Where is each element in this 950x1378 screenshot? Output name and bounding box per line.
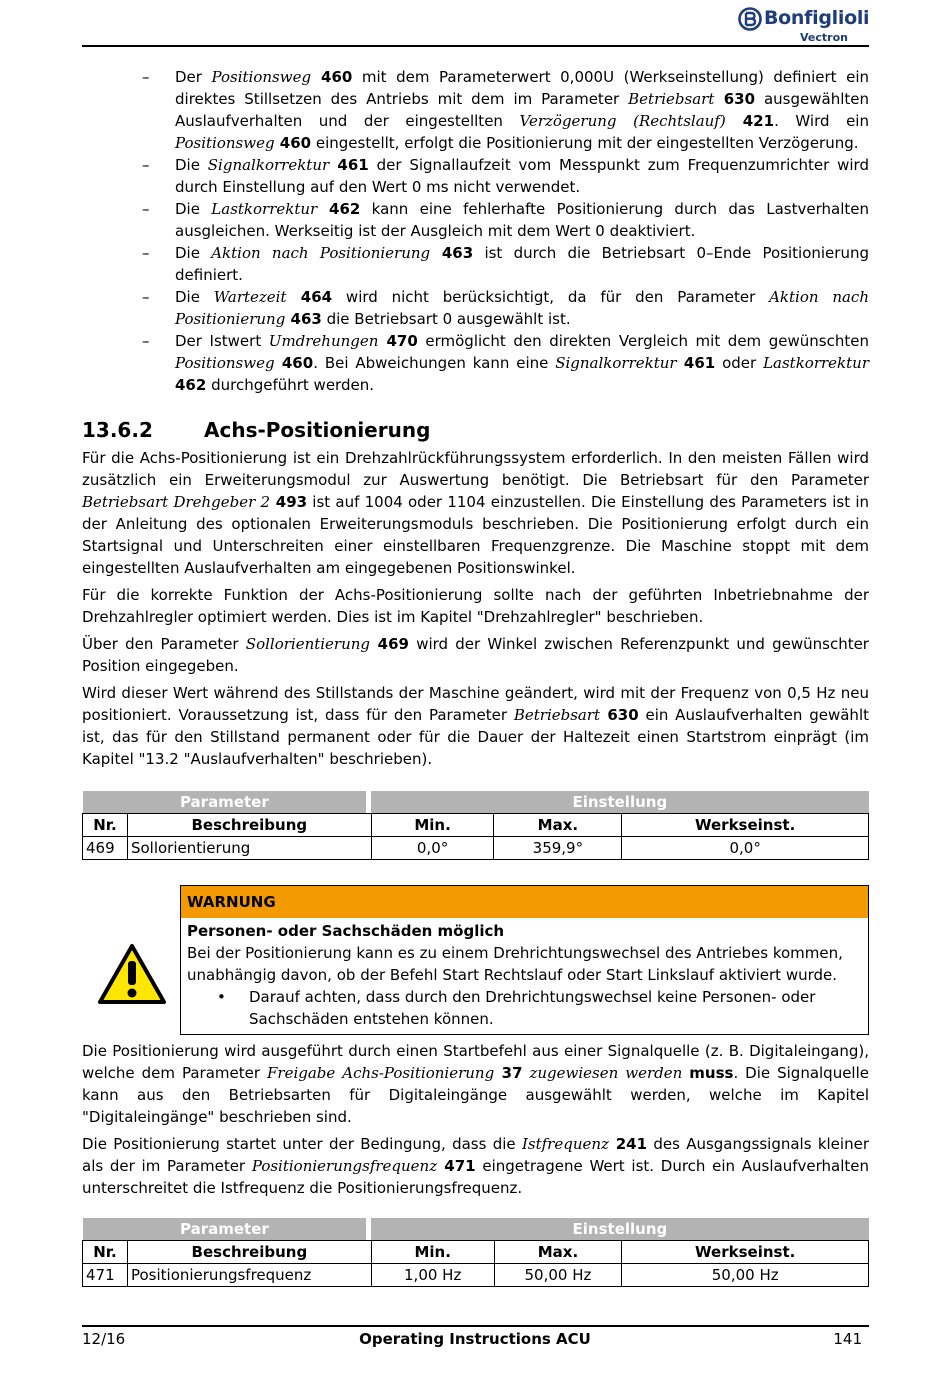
text-run: die Betriebsart 0 ausgewählt ist.: [321, 310, 571, 328]
section-heading: [82, 417, 869, 443]
parameter-name: Aktion nach Positionierung: [211, 244, 431, 262]
parameter-name: Positionierungsfrequenz: [251, 1157, 438, 1175]
header-parameter: Parameter: [83, 791, 367, 814]
col-beschreibung: Beschreibung: [127, 814, 371, 837]
list-item: – Die Aktion nach Positionierung 463 ist durch die Betriebsart 0–Ende Positionierung definiert.: [142, 244, 869, 284]
parameter-name: Betriebsart: [628, 90, 715, 108]
parameter-number: 463: [285, 310, 322, 328]
col-nr: Nr.: [83, 1241, 128, 1264]
parameter-number: 461: [329, 156, 369, 174]
cell-min: 0,0°: [371, 837, 494, 860]
text-run: Wird dieser Wert während des Stillstands der Maschine geändert, wird mit der Frequenz von 0,5 Hz neu positioniert. Voraussetzung ist, dass für den Parameter: [82, 684, 869, 724]
parameter-number: 460: [274, 354, 314, 372]
parameter-name: Betriebsart: [513, 706, 601, 724]
parameter-name: Positionsweg: [175, 134, 275, 152]
text-run: ermöglicht den direkten Vergleich mit dem gewünschten: [417, 332, 869, 350]
paragraph: [82, 682, 869, 770]
text-run: Für die Achs-Positionierung ist ein Drehzahlrückführungssystem erforderlich. In den meisten Fällen wird zusätzlich ein Erweiterungsmodul zur Auswertung benötigt. Die Betriebsart für den Parameter: [82, 449, 869, 489]
paragraph: [82, 584, 869, 628]
text-run: Die: [175, 156, 208, 174]
text-run: ist durch die Betriebsart 0–Ende Positionierung definiert.: [175, 244, 869, 284]
list-item: – Die Signalkorrektur 461 der Signallaufzeit vom Messpunkt zum Frequenzumrichter wird durch Einstellung auf den Wert 0 ms nicht verwendet.: [142, 156, 869, 196]
parameter-name: Signalkorrektur: [207, 156, 330, 174]
list-item: – Der Positionsweg 460 mit dem Parameterwert 0,000U (Werkseinstellung) definiert ein direktes Stillsetzen des Antriebs mit dem im Parameter Betriebsart 630 ausgewählten Auslaufverhalten und der eingestellten Verzögerung (Rechtslauf) 421. Wird ein Positionsweg 460 eingestellt, erfolgt die Positionierung mit der eingestellten Verzögerung.: [142, 68, 869, 152]
warning-body: [181, 918, 868, 1034]
parameter-number: 464: [286, 288, 333, 306]
cell-name: Positionierungsfrequenz: [127, 1264, 371, 1287]
parameter-name: Istfrequenz: [521, 1135, 609, 1153]
col-werkseinst: Werkseinst.: [622, 814, 869, 837]
list-item: – Die Lastkorrektur 462 kann eine fehlerhafte Positionierung durch das Lastverhalten ausgleichen. Werkseitig ist der Ausgleich mit dem Wert 0 deaktiviert.: [142, 200, 869, 240]
parameter-name: Freigabe Achs-Positionierung: [266, 1064, 495, 1082]
warning-label: WARNUNG: [181, 886, 868, 918]
text-run: des Ausgangssignals kleiner als der im Parameter: [82, 1135, 869, 1175]
warning-triangle-icon: [97, 943, 167, 1005]
parameter-number: muss: [689, 1064, 734, 1082]
text-run: Die: [175, 244, 212, 262]
cell-min: 1,00 Hz: [371, 1264, 494, 1287]
text-run: eingetragene Wert ist. Durch ein Auslaufverhalten unterschreitet die Istfrequenz die Positionierungsfrequenz.: [82, 1157, 869, 1197]
paragraph: [82, 633, 869, 677]
warning-box: [180, 885, 869, 1035]
page-number: 141: [833, 1330, 862, 1348]
text-run: Für die korrekte Funktion der Achs-Positionierung sollte nach der geführten Inbetriebnahme der Drehzahlregler optimiert werden. Dies ist im Kapitel "Drehzahlregler" beschrieben.: [82, 586, 869, 626]
col-max: Max.: [494, 814, 622, 837]
header-rule: [82, 45, 869, 47]
parameter-name: Betriebsart Drehgeber 2: [82, 493, 271, 511]
parameter-name: Positionsweg: [211, 68, 312, 86]
col-max: Max.: [494, 1241, 622, 1264]
brand-subtitle: Vectron: [800, 31, 848, 44]
text-run: Der Istwert: [175, 332, 269, 350]
text-run: ist auf 1004 oder 1104 einzustellen. Die Einstellung des Parameters ist in der Anleitung des optionalen Erweiterungsmoduls beschrieben. Die Positionierung erfolgt durch ein Startsignal und Unterschreiten einer einstellbaren Frequenzgrenze. Die Maschine stoppt mit dem eingestellten Auslaufverhalten am eingegebenen Positionswinkel.: [82, 493, 869, 577]
parameter-number: 463: [430, 244, 474, 262]
paragraphs-2: [82, 1040, 869, 1199]
table-row: [83, 1264, 869, 1287]
cell-max: 50,00 Hz: [494, 1264, 622, 1287]
table-row: [83, 837, 869, 860]
parameter-number: 462: [317, 200, 361, 218]
text-run: . Wird ein: [774, 112, 869, 130]
brand-name: Bonfiglioli: [764, 7, 870, 29]
col-werkseinst: Werkseinst.: [622, 1241, 869, 1264]
warning-bullet: • Darauf achten, dass durch den Drehrichtungswechsel keine Personen- oder Sachschäden entstehen können.: [217, 988, 816, 1028]
paragraph: [82, 1040, 869, 1128]
text-run: Die Positionierung wird ausgeführt durch einen Startbefehl aus einer Signalquelle (z. B. Digitaleingang), welche dem Parameter: [82, 1042, 869, 1082]
text-run: der Signallaufzeit vom Messpunkt zum Frequenzumrichter wird durch Einstellung auf den Wert 0 ms nicht verwendet.: [175, 156, 869, 196]
section-title: Achs-Positionierung: [204, 418, 431, 442]
parameter-name: Sollorientierung: [245, 635, 371, 653]
text-run: . Die Signalquelle kann aus den Betriebsarten für Digitaleingänge ausgewählt werden, welche im Kapitel "Digitaleingänge" beschrieben sind.: [82, 1064, 870, 1126]
content: [82, 66, 869, 1287]
col-nr: Nr.: [83, 814, 128, 837]
warning-title: Personen- oder Sachschäden möglich: [187, 922, 505, 940]
parameter-name: zugewiesen werden: [522, 1064, 690, 1082]
text-run: Die Positionierung startet unter der Bedingung, dass die: [82, 1135, 522, 1153]
section-number: 13.6.2: [82, 418, 153, 442]
parameter-number: 460: [274, 134, 312, 152]
parameter-name: Positionsweg: [175, 354, 275, 372]
parameter-name: Signalkorrektur: [555, 354, 677, 372]
text-run: Die: [175, 200, 212, 218]
list-item: – Die Wartezeit 464 wird nicht berücksichtigt, da für den Parameter Aktion nach Positionierung 463 die Betriebsart 0 ausgewählt ist.: [142, 288, 869, 328]
paragraph: [82, 447, 869, 579]
footer-date: 12/16: [82, 1330, 126, 1348]
parameter-number: 241: [608, 1135, 648, 1153]
parameter-name: Lastkorrektur: [211, 200, 318, 218]
list-item: – Der Istwert Umdrehungen 470 ermöglicht den direkten Vergleich mit dem gewünschten Positionsweg 460. Bei Abweichungen kann eine Signalkorrektur 461 oder Lastkorrektur 462 durchgeführt werden.: [142, 332, 869, 394]
parameter-number: 462: [175, 376, 207, 394]
footer-title: Operating Instructions ACU: [359, 1330, 591, 1348]
parameter-number: 630: [714, 90, 756, 108]
parameter-number: 469: [370, 635, 409, 653]
parameter-table-471: [82, 1218, 869, 1287]
header-parameter: Parameter: [83, 1218, 367, 1241]
paragraph: [82, 1133, 869, 1199]
bonfiglioli-logo-icon: [738, 7, 762, 31]
cell-nr: 469: [83, 837, 128, 860]
parameter-number: 630: [600, 706, 639, 724]
parameter-number: 470: [378, 332, 418, 350]
parameter-number: 461: [676, 354, 716, 372]
parameter-name: Verzögerung (Rechtslauf): [519, 112, 726, 130]
text-run: eingestellt, erfolgt die Positionierung mit der eingestellten Verzögerung.: [311, 134, 859, 152]
text-run: wird der Winkel zwischen Referenzpunkt und gewünschter Position eingegeben.: [82, 635, 869, 675]
parameter-number: 460: [311, 68, 353, 86]
cell-nr: 471: [83, 1264, 128, 1287]
text-run: ausgewählten Auslaufverhalten und der eingestellten: [175, 90, 869, 130]
cell-default: 0,0°: [622, 837, 869, 860]
warning-block: [82, 885, 869, 1032]
header-einstellung: Einstellung: [371, 1218, 868, 1241]
cell-name: Sollorientierung: [127, 837, 371, 860]
text-run: Die: [175, 288, 214, 306]
parameter-number: 493: [270, 493, 308, 511]
parameter-table-469: [82, 791, 869, 860]
parameter-name: Umdrehungen: [268, 332, 379, 350]
text-run: oder: [715, 354, 764, 372]
text-run: Der: [175, 68, 212, 86]
text-run: . Bei Abweichungen kann eine: [313, 354, 556, 372]
col-min: Min.: [371, 1241, 494, 1264]
bonfiglioli-logo: [738, 6, 870, 46]
bullet-list: [82, 66, 869, 396]
parameter-name: Aktion nach Positionierung: [175, 288, 869, 328]
text-run: kann eine fehlerhafte Positionierung durch das Lastverhalten ausgleichen. Werkseitig ist der Ausgleich mit dem Wert 0 deaktiviert.: [175, 200, 869, 240]
text-run: durchgeführt werden.: [206, 376, 374, 394]
text-run: Über den Parameter: [82, 635, 246, 653]
text-run: ein Auslaufverhalten gewählt ist, das für den Stillstand permanent oder für die Dauer der Haltezeit einen Startstrom einprägt (im Kapitel "13.2 "Auslaufverhalten" beschrieben).: [82, 706, 869, 768]
parameter-name: Lastkorrektur: [763, 354, 869, 372]
cell-default: 50,00 Hz: [622, 1264, 869, 1287]
text-run: mit dem Parameterwert 0,000U (Werkseinstellung) definiert ein direktes Stillsetzen des Antriebs mit dem im Parameter: [175, 68, 869, 108]
parameter-name: Wartezeit: [213, 288, 287, 306]
text-run: wird nicht berücksichtigt, da für den Parameter: [332, 288, 770, 306]
warning-text: Bei der Positionierung kann es zu einem Drehrichtungswechsel des Antriebes kommen, unabhängig davon, ob der Befehl Start Rechtslauf oder Start Linkslauf aktiviert wurde.: [187, 944, 843, 984]
parameter-number: 471: [437, 1157, 476, 1175]
parameter-number: 421: [725, 112, 775, 130]
col-beschreibung: Beschreibung: [127, 1241, 371, 1264]
footer-rule: [82, 1325, 869, 1327]
cell-max: 359,9°: [494, 837, 622, 860]
paragraphs-1: [82, 447, 869, 770]
header-einstellung: Einstellung: [371, 791, 868, 814]
col-min: Min.: [371, 814, 494, 837]
parameter-number: 37: [494, 1064, 523, 1082]
